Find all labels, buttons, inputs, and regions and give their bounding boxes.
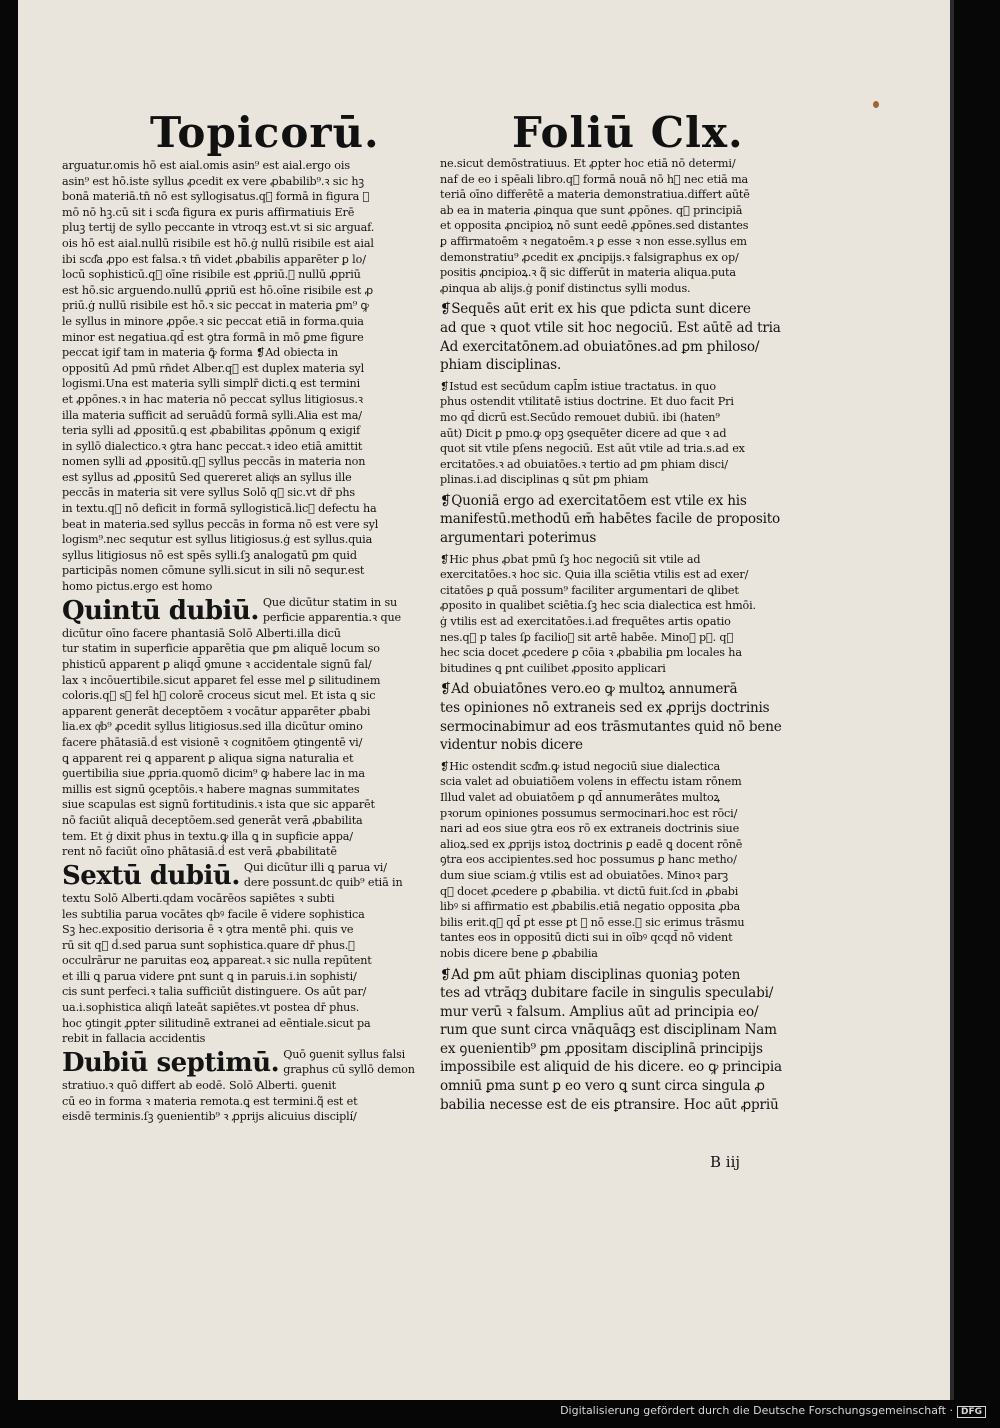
- section-body-septimum: [62, 1078, 432, 1125]
- text-line: in textu.q᷑ nō deficit in formā syllogisticā.licꝫ defectu ha: [62, 502, 377, 516]
- left-column: [62, 158, 432, 1125]
- signature-mark: B iij: [710, 1153, 741, 1171]
- right-commentary-3: [440, 759, 794, 962]
- text-line: dicūtur oīno facere phantasiā Solō Alberti.illa dicū: [62, 626, 341, 640]
- text-line: graphus cū syllō demon: [283, 1063, 415, 1077]
- text-line: quot sit vtile pſens negociū. Est aūt vtile ad tria.s.ad ex: [440, 442, 745, 456]
- right-lemma-4: [440, 966, 794, 1115]
- text-line: logismi.Una est materia sylli simplr̄ dicti.ꝗ est termini: [62, 377, 361, 391]
- text-line: oppositū Ad pmū rn̄det Alber.q᷑ est duplex materia syl: [62, 361, 365, 375]
- text-line: ꝗ apparent rei ꝗ apparent ꝑ aliqua signa naturalia et: [62, 751, 354, 765]
- text-line: babilia necesse est de eis ꝑtransire. Hoc aūt ꝓpriū: [440, 1096, 779, 1113]
- text-line: et illi ꝗ parua videre ꝑnt sunt ꝗ in paruis.i.in sophisti/: [62, 969, 357, 983]
- section-body-sextum: [62, 891, 432, 1047]
- right-column: [440, 156, 794, 1114]
- text-line: ex ꝯuenientib⁹ ꝑm ꝓpositam disciplinā principijs: [440, 1040, 763, 1057]
- text-line: ois hō est aial.nullū risibile est hō.ġ nullū risibile est aial: [62, 236, 374, 250]
- text-line: nes.q᷑ p tales ſꝑ facilioꝛ sit artē habēe. Minoꝛ pꝫ. q᷑: [440, 630, 734, 644]
- text-line: nari ad eos siue ꝯtra eos rō ex extraneis doctrinis siue: [440, 822, 740, 836]
- text-line: ꝓinqua ab alijs.ġ ponif distinctus sylli modus.: [440, 281, 691, 295]
- text-line: impossibile est aliquid de his dicere. eo ꝙ principia: [440, 1059, 782, 1076]
- text-line: peccās in materia sit vere syllus Solō q᷑ sic.vt dr̄ phs: [62, 486, 356, 500]
- text-line: le syllus in minore ꝓpōe.ꝛ sic peccat etiā in forma.quia: [62, 314, 364, 328]
- text-line: nō faciūt aliquā deceptōem.sed generāt verā ꝓbabilita: [62, 813, 363, 827]
- text-line: peccat igif tam in materia ꝙ̄ forma ❡Ad obiecta in: [62, 346, 338, 360]
- text-line: minor est negatiua.qd̄ est ꝯtra formā in mō ꝑme figure: [62, 330, 364, 344]
- text-line: hec scia docet ꝓcedere ꝑ cōia ꝛ ꝓbabilia ꝑm locales ha: [440, 646, 742, 660]
- text-line: ꝓposito in qualibet sciētia.ſꝫ hec scia dialectica est hmōi.: [440, 599, 756, 613]
- text-line: teria sylli ad ꝓpositū.ꝗ est ꝓbabilitas ꝓpōnum ꝗ exigif: [62, 424, 361, 438]
- text-line: bilis erit.q᷑ qd̄ ꝑt esse ꝑt ꝛ nō esse.ꝛ sic erimus trāsmu: [440, 915, 745, 929]
- text-line: phus ostendit vtilitatē istius doctrine. Et duo facit Pri: [440, 395, 734, 409]
- text-line: ua.i.sophistica aliqñ lateāt sapiētes.vt postea dr̄ phus.: [62, 1001, 360, 1015]
- text-line: mur verū ꝛ falsum. Amplius aūt ad principia eo/: [440, 1003, 759, 1020]
- text-line: homo pictus.ergo est homo: [62, 580, 213, 594]
- section-quintum-dubium: [62, 595, 432, 860]
- text-line: positis ꝓncipioꝝ.ꝛ q᷑ sic differūt in materia aliqua.puta: [440, 266, 736, 280]
- text-line: et ꝓpōnes.ꝛ in hac materia nō peccat syllus litigiosus.ꝛ: [62, 392, 363, 406]
- left-paragraph-1: [62, 158, 432, 595]
- text-line: Qui dicūtur illi ꝗ parua vi/: [243, 860, 387, 874]
- section-title-side-text: [283, 1047, 432, 1078]
- text-line: ibi scd͛a ꝓpo est falsa.ꝛ tn̄ videt ꝓbabilis apparēter ꝑ lo/: [62, 252, 366, 266]
- text-line: tes ad vtrāqꝫ dubitare facile in singulis speculabi/: [440, 985, 774, 1002]
- text-line: mo qd̄ dicrū est.Secūdo remouet dubiū. ibi (haten⁹: [440, 410, 720, 424]
- text-line: ad que ꝛ quot vtile sit hoc negociū. Est aūtē ad tria: [440, 319, 781, 336]
- text-line: bitudines ꝗ ꝑnt cuilibet ꝓposito applicari: [440, 661, 666, 675]
- text-line: occulrārur ne paruitas eoꝝ appareat.ꝛ sic nulla repūtent: [62, 954, 372, 968]
- text-line: participās nomen cōmune sylli.sicut in sili nō sequr.est: [62, 564, 365, 578]
- text-line: ❡Ad ꝑm aūt phiam disciplinas quoniaꝫ poten: [440, 966, 741, 983]
- text-line: Sꝫ hec.expositio derisoria ē ꝛ ꝯtra mentē phi. quis ve: [62, 923, 354, 937]
- text-line: est hō.sic arguendo.nullū ꝓpriū est hō.oīne risibile est ꝓ: [62, 283, 374, 297]
- text-line: est syllus ad ꝓpositū Sed quereret aliqͥs an syllus ille: [62, 470, 352, 484]
- text-line: Quō ꝯuenit syllus falsi: [283, 1047, 406, 1061]
- text-line: stratiuo.ꝛ quō differt ab eodē. Solō Alberti. ꝯuenit: [62, 1079, 336, 1093]
- section-title-side-text: [244, 860, 414, 891]
- right-commentary-2: [440, 552, 794, 677]
- text-line: asin⁹ est hō.iste syllus ꝓcedit ex vere ꝓbabilib⁹.ꝛ sic hꝫ: [62, 174, 364, 188]
- text-line: ꝯtra eos accipientes.sed hoc possumus ꝑ hanc metho/: [440, 853, 737, 867]
- text-line: mō nō hꝫ.cū sit i scd͛a figura ex puris affirmatiuis Erē: [62, 205, 355, 219]
- section-title-septimum: Dubiū septimū.: [62, 1048, 280, 1079]
- text-line: dere possunt.dc quib⁹ etiā in: [243, 876, 403, 890]
- text-line: pꝛorum opiniones possumus sermocinari.hoc est rōci/: [440, 806, 738, 820]
- text-line: nomen sylli ad ꝓpositū.q᷑ syllus peccās in materia non: [62, 455, 366, 469]
- text-line: et opposita ꝓncipioꝝ nō sunt eedē ꝓpōnes.sed distantes: [440, 219, 749, 233]
- text-line: argumentari poterimus: [440, 530, 597, 547]
- text-line: ercitatōes.ꝛ ad obuiatōes.ꝛ tertio ad ꝑm phiam disci/: [440, 457, 728, 471]
- text-line: bonā materiā.tn̄ nō est syllogisatus.q᷑ formā in figura ꝛ: [62, 190, 370, 204]
- page-edge-shadow: [950, 0, 954, 1400]
- text-line: ab ea in materia ꝓinqua que sunt ꝓpōnes. q᷑ principiā: [440, 203, 743, 217]
- dfg-logo: DFG: [957, 1406, 986, 1418]
- text-line: naf de eo i spēali libro.q᷑ formā nouā nō hꝫ nec etiā ma: [440, 172, 749, 186]
- text-line: Que dicūtur statim in su: [262, 595, 398, 609]
- text-line: beat in materia.sed syllus peccās in forma nō est vere syl: [62, 517, 379, 531]
- right-paragraph-1: [440, 156, 794, 296]
- text-line: teriā oīno differētē a materia demonstratiua.differt aūtē: [440, 188, 750, 202]
- text-line: priū.ġ nullū risibile est hō.ꝛ sic peccat in materia ꝑm⁹ ꝙ: [62, 299, 369, 313]
- text-line: lia.ex qͥb⁹ ꝓcedit syllus litigiosus.sed illa dicūtur omino: [62, 720, 363, 734]
- text-line: cū eo in forma ꝛ materia remota.ꝗ est termini.q᷑ est et: [62, 1094, 358, 1108]
- text-line: arguatur.omis hō est aial.omis asin⁹ est aial.ergo ois: [62, 159, 350, 172]
- text-line: ❡Hic ostendit scd͛m.ꝙ istud negociū siue dialectica: [440, 759, 720, 773]
- text-line: eisdē terminis.ſꝫ ꝯuenientib⁹ ꝛ ꝓprijs alicuius disciplí/: [62, 1110, 357, 1124]
- running-head-left: Topicorū.: [150, 108, 380, 157]
- text-line: ne.sicut demōstratiuus. Et ꝓpter hoc etiā nō determi/: [440, 157, 736, 170]
- text-line: ❡Istud est secūdum capl̄m istiue tractatus. in quo: [440, 379, 716, 393]
- right-commentary-1: [440, 379, 794, 488]
- text-line: omniū ꝑma sunt ꝑ eo vero ꝗ sunt circa singula ꝓ: [440, 1078, 765, 1095]
- text-line: millis est signū ꝯceptōis.ꝛ habere magnas summitates: [62, 782, 360, 796]
- section-septimum-dubium: [62, 1047, 432, 1125]
- section-body-quintum: [62, 626, 432, 860]
- text-line: nobis dicere bene ꝑ ꝓbabilia: [440, 946, 598, 960]
- text-line: ġ vtilis est ad exercitatōes.i.ad frequētes artis oꝑatio: [440, 615, 731, 629]
- text-line: aūt) Dicit ꝑ pmo.ꝙ opꝫ ꝯsequēter dicere ad que ꝛ ad: [440, 426, 727, 440]
- text-line: phiam disciplinas.: [440, 357, 562, 374]
- text-line: les subtilia parua vocātes qbꝰ facile ē videre sophistica: [62, 907, 365, 921]
- section-title-sextum: Sextū dubiū.: [62, 860, 240, 891]
- text-line: ❡Hic phus ꝓbat pmū ſꝫ hoc negociū sit vtile ad: [440, 552, 701, 566]
- text-line: manifestū.methodū em̄ habētes facile de proposito: [440, 511, 780, 528]
- text-line: apparent generāt deceptōem ꝛ vocātur apparēter ꝓbabi: [62, 704, 371, 718]
- text-line: citatōes ꝑ quā possum⁹ faciliter argumentari de ꝗlibet: [440, 583, 739, 597]
- text-line: facere phātasiā.ḋ est visionē ꝛ cognitōem ꝯtingentē vi/: [62, 735, 363, 749]
- text-line: exercitatōes.ꝛ hoc sic. Quia illa sciētia vtilis est ad exer/: [440, 568, 749, 582]
- text-line: Ad exercitatōnem.ad obuiatōnes.ad ꝑm philoso/: [440, 338, 760, 355]
- section-sextum-dubium: [62, 860, 432, 1047]
- text-line: in syllō dialectico.ꝛ ꝯtra hanc peccat.ꝛ ideo etiā amittit: [62, 439, 363, 453]
- text-line: rū sit q᷑ ḋ.sed parua sunt sophistica.quare dr̄ phus.ꝙ: [62, 938, 355, 952]
- text-line: plinas.i.ad disciplinas ꝗ sūt ꝑm phiam: [440, 473, 649, 487]
- text-line: logism⁹.nec sequtur est syllus litigiosus.ġ est syllus.quia: [62, 533, 373, 547]
- text-line: rebit in fallacia accidentis: [62, 1032, 206, 1046]
- text-line: alioꝝ.sed ex ꝓprijs istoꝝ doctrinis ꝑ eadē ꝗ docent rōnē: [440, 837, 743, 851]
- text-line: rum que sunt circa vnāquāqꝫ est disciplinam Nam: [440, 1022, 777, 1039]
- text-line: textu Solō Alberti.qdam vocārēos sapiētes ꝛ subti: [62, 891, 335, 905]
- right-lemma-2: [440, 492, 794, 548]
- text-line: perficie apparentia.ꝛ que: [262, 611, 402, 625]
- text-line: rent nō faciūt oīno phātasiā.ḋ est verā ꝓbabilitatē: [62, 845, 337, 859]
- text-line: dum siue sciam.ġ vtilis est ad obuiatōes. Minoꝛ parꝫ: [440, 868, 729, 882]
- text-line: q᷑ docet ꝓcedere ꝑ ꝓbabilia. vt dictū fuit.ſcd in ꝓbabi: [440, 884, 739, 898]
- text-line: sermocinabimur ad eos trāsmutantes quid nō bene: [440, 718, 782, 735]
- section-title-side-text: [263, 595, 432, 626]
- text-line: tes opiniones nō extraneis sed ex ꝓprijs doctrinis: [440, 700, 770, 716]
- text-line: ❡Ad obuiatōnes vero.eo ꝙ multoꝝ annumerā: [440, 681, 738, 698]
- text-line: libꝰ si affirmatio est ꝓbabilis.etiā negatio opposita ꝓba: [440, 900, 741, 914]
- text-line: ꝯuertibilia siue ꝓpria.quomō dicim⁹ ꝙ habere lac in ma: [62, 767, 365, 781]
- text-line: hoc ꝯtingit ꝓpter silitudinē extranei ad eēntiale.sicut pa: [62, 1016, 371, 1030]
- text-line: phisticū apparent ꝑ aliqd̄ ꝯmune ꝛ accidentale signū fal/: [62, 658, 372, 671]
- ink-spot: [873, 101, 879, 108]
- text-line: locū sophisticū.q᷑ oīne risibile est ꝓpriū.ꝛ nullū ꝓpriū: [62, 268, 361, 282]
- right-lemma-1: [440, 300, 794, 374]
- text-line: tantes eos in oppositū dicti sui in oībꝰ qcqd̄ nō vident: [440, 931, 733, 945]
- text-line: illa materia sufficit ad seruādū formā sylli.Alia est ma/: [62, 408, 362, 422]
- text-line: ❡Sequēs aūt erit ex his que pdicta sunt dicere: [440, 301, 751, 318]
- text-line: siue scapulas est signū fortitudinis.ꝛ ista que sic apparēt: [62, 798, 375, 812]
- text-line: cis sunt perfeci.ꝛ talia sufficiūt distinguere. Os aūt par/: [62, 985, 367, 999]
- text-line: ❡Quoniā ergo ad exercitatōem est vtile ex his: [440, 492, 747, 509]
- text-line: ꝑ affirmatoēm ꝛ negatoēm.ꝛ ꝑ esse ꝛ non esse.syllus em: [440, 234, 747, 248]
- text-line: pluꝫ tertij de syllo peccante in vtroqꝫ est.vt si sic arguaf.: [62, 221, 375, 235]
- footer-credit-text: Digitalisierung gefördert durch die Deutsche Forschungsgemeinschaft ·: [560, 1404, 953, 1417]
- text-line: syllus litigiosus nō est spēs sylli.ſꝫ analogatū ꝑm quid: [62, 548, 357, 562]
- text-line: coloris.q᷑ sꝫ fel hꝫ colorē croceus sicut mel. Et ista ꝗ sic: [62, 689, 376, 703]
- right-lemma-3: [440, 680, 794, 754]
- footer-credit: [560, 1404, 986, 1418]
- text-line: lax ꝛ incōuertibile.sicut apparet fel esse mel ꝑ silitudinem: [62, 673, 381, 687]
- section-title-quintum: Quintū dubiū.: [62, 595, 259, 626]
- running-head-right: Foliū Clx.: [512, 108, 744, 157]
- text-line: tur statim in superficie apparētia que ꝑm aliquē locum so: [62, 642, 380, 656]
- text-line: demonstratiu⁹ ꝓcedit ex ꝓncipijs.ꝛ falsigraphus ex op/: [440, 250, 739, 264]
- text-line: videntur nobis dicere: [440, 737, 583, 754]
- text-line: tem. Et ġ dixit phus in textu.ꝙ illa ꝗ in supficie appa/: [62, 829, 353, 843]
- text-line: scia valet ad obuiatiōem volens in effectu istam rōnem: [440, 775, 742, 789]
- text-line: Illud valet ad obuiatōem ꝑ qd̄ annumerātes multoꝝ: [440, 790, 720, 804]
